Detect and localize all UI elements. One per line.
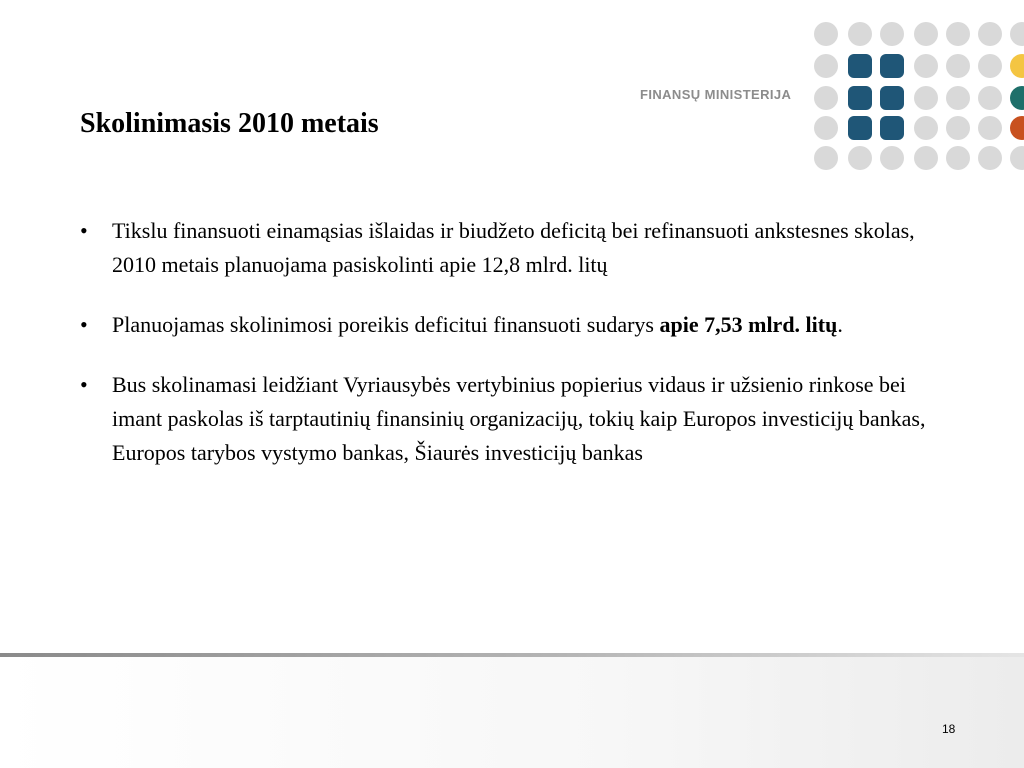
decor-dot — [978, 86, 1002, 110]
decor-dot — [978, 54, 1002, 78]
decor-dot — [978, 116, 1002, 140]
decor-dot — [978, 22, 1002, 46]
bullet-list — [80, 214, 940, 496]
decor-dot — [814, 116, 838, 140]
bullet-mark: • — [80, 312, 88, 337]
decor-dot — [914, 116, 938, 140]
decor-square — [880, 116, 904, 140]
decor-square — [848, 116, 872, 140]
decor-dot — [848, 22, 872, 46]
bullet-item — [80, 308, 940, 342]
decor-dot — [848, 146, 872, 170]
decor-dot — [946, 54, 970, 78]
decor-square — [848, 86, 872, 110]
bullet-text-bold: apie 7,53 mlrd. litų — [659, 312, 838, 337]
decor-dot — [946, 22, 970, 46]
decor-square — [848, 54, 872, 78]
decor-dot — [814, 22, 838, 46]
decor-dot — [814, 146, 838, 170]
decor-dot-yellow — [1010, 54, 1024, 78]
bullet-mark: • — [80, 372, 88, 397]
decor-dot — [880, 146, 904, 170]
decor-dot — [880, 22, 904, 46]
bullet-text: Tikslu finansuoti einamąsias išlaidas ir biudžeto deficitą bei refinansuoti ankstesnes skolas, 2010 metais planuojama pasiskolinti apie 12,8 mlrd. litų — [112, 218, 915, 277]
decor-dot — [946, 86, 970, 110]
bullet-mark: • — [80, 218, 88, 243]
decor-dot-orange — [1010, 116, 1024, 140]
decor-dot — [914, 146, 938, 170]
bullet-item — [80, 368, 940, 470]
slide-title: Skolinimasis 2010 metais — [80, 108, 379, 139]
decor-dot — [914, 22, 938, 46]
decor-square — [880, 86, 904, 110]
ministry-logo-text: FINANSŲ MINISTERIJA — [640, 87, 792, 102]
decor-dot — [946, 146, 970, 170]
decor-dot — [914, 86, 938, 110]
decor-dot — [978, 146, 1002, 170]
decor-dot — [1010, 146, 1024, 170]
decor-dot — [946, 116, 970, 140]
decor-square — [880, 54, 904, 78]
decor-dot — [814, 86, 838, 110]
page-number: 18 — [942, 722, 956, 736]
decor-dot — [914, 54, 938, 78]
decor-dot — [814, 54, 838, 78]
bullet-item — [80, 214, 940, 282]
bullet-text: Planuojamas skolinimosi poreikis deficitui finansuoti sudarys — [112, 312, 660, 337]
bullet-text-end: . — [837, 312, 843, 337]
decor-dot-teal — [1010, 86, 1024, 110]
decor-dot — [1010, 22, 1024, 46]
bullet-text: Bus skolinamasi leidžiant Vyriausybės vertybinius popierius vidaus ir užsienio rinkose bei imant paskolas iš tarptautinių finansinių organizacijų, tokių kaip Europos investicijų bankas, Europos tarybos vystymo bankas, Šiaurės investicijų bankas — [112, 372, 926, 465]
footer-band — [0, 657, 1024, 768]
